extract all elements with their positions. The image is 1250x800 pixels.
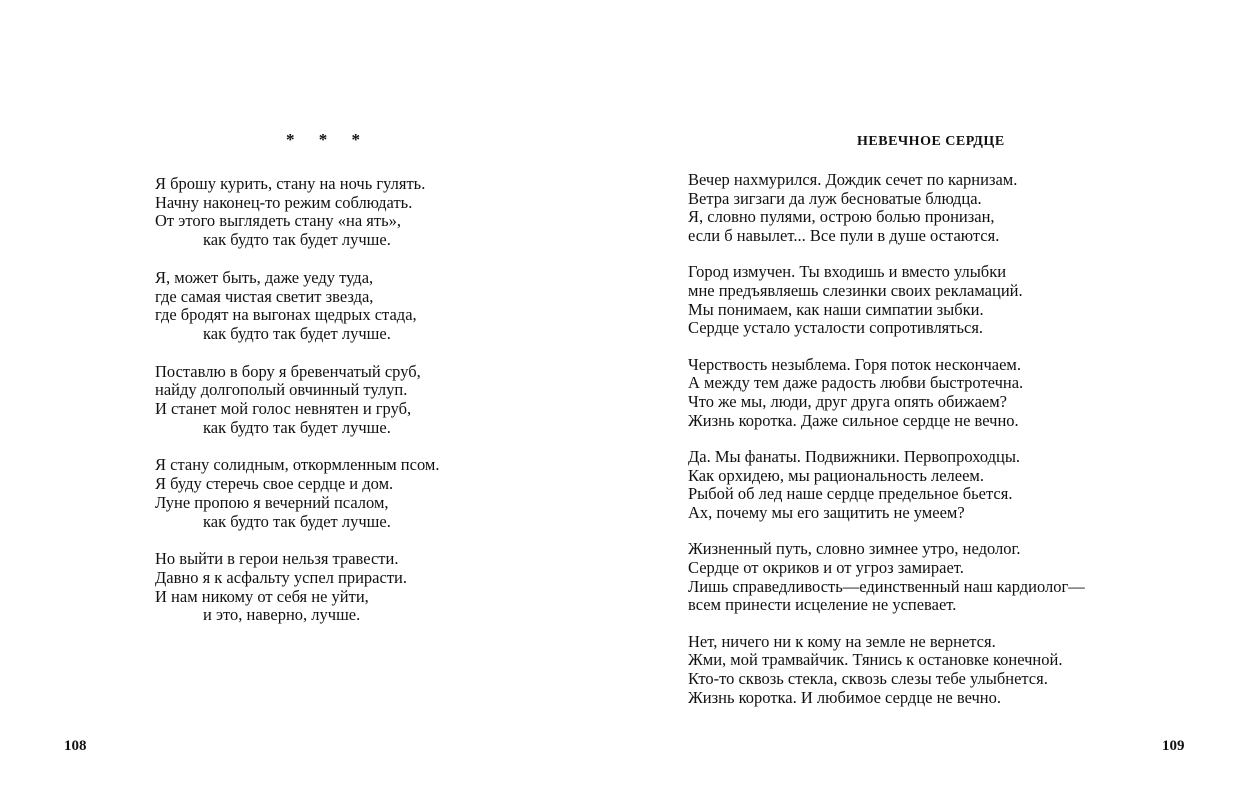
poem-line: Рыбой об лед наше сердце предельное бьется. xyxy=(688,484,1013,504)
poem-line: Давно я к асфальту успел прирасти. xyxy=(155,567,407,587)
left-stanza-1 xyxy=(155,175,439,250)
poem-line: Мы понимаем, как наши симпатии зыбки. xyxy=(688,299,984,319)
right-stanza-1 xyxy=(688,171,1085,246)
poem-line: Кто-то сквозь стекла, сквозь слезы тебе улыбнется. xyxy=(688,668,1048,688)
poem-line: Жми, мой трамвайчик. Тянись к остановке конечной. xyxy=(688,650,1063,670)
left-stanza-4 xyxy=(155,456,439,531)
poem-line: Как орхидею, мы рациональность лелеем. xyxy=(688,465,985,485)
right-stanza-6 xyxy=(688,633,1085,708)
poem-line: Луне пропою я вечерний псалом, xyxy=(155,492,389,512)
poem-line: всем принести исцеление не успевает. xyxy=(688,595,957,615)
right-stanza-5 xyxy=(688,540,1085,615)
poem-line: И нам никому от себя не уйти, xyxy=(155,586,369,606)
poem-line: Сердце устало усталости сопротивляться. xyxy=(688,318,984,338)
poem-line: Что же мы, люди, друг друга опять обижаем? xyxy=(688,392,1007,412)
poem-line: мне предъявляешь слезинки своих рекламаций. xyxy=(688,281,1023,301)
left-poem xyxy=(155,175,439,644)
poem-line: найду долгополый овчинный тулуп. xyxy=(155,380,408,400)
right-poem xyxy=(688,171,1085,725)
right-page-number: 109 xyxy=(1162,738,1185,754)
right-stanza-4 xyxy=(688,448,1085,523)
poem-line: Жизненный путь, словно зимнее утро, недолог. xyxy=(688,539,1021,559)
left-page-heading: * * * xyxy=(286,130,370,149)
poem-line: Я, может быть, даже уеду туда, xyxy=(155,267,374,287)
right-page xyxy=(625,0,1250,800)
poem-line: И станет мой голос невнятен и груб, xyxy=(155,399,412,419)
poem-refrain-line: как будто так будет лучше. xyxy=(203,323,391,343)
poem-line: Жизнь коротка. И любимое сердце не вечно. xyxy=(688,687,1001,707)
poem-line: Я буду стеречь свое сердце и дом. xyxy=(155,474,394,494)
poem-line: Но выйти в герои нельзя травести. xyxy=(155,549,399,569)
poem-line: Лишь справедливость—единственный наш кардиолог— xyxy=(688,576,1085,596)
poem-line: Вечер нахмурился. Дождик сечет по карнизам. xyxy=(688,170,1018,189)
poem-line: Нет, ничего ни к кому на земле не вернется. xyxy=(688,631,996,651)
left-page-number: 108 xyxy=(64,738,87,754)
left-stanza-3 xyxy=(155,363,439,438)
poem-line: От этого выглядеть стану «на ять», xyxy=(155,211,402,231)
poem-line: Черствость незыблема. Горя поток нескончаем. xyxy=(688,354,1021,374)
poem-line: Я, словно пулями, острою болью пронизан, xyxy=(688,207,995,227)
poem-line: Я брошу курить, стану на ночь гулять. xyxy=(155,174,426,193)
poem-refrain-line: как будто так будет лучше. xyxy=(203,511,391,531)
left-stanza-2 xyxy=(155,269,439,344)
poem-line: Сердце от окриков и от угроз замирает. xyxy=(688,557,964,577)
poem-line: где бродят на выгонах щедрых стада, xyxy=(155,305,417,325)
poem-line: Ах, почему мы его защитить не умеем? xyxy=(688,503,965,523)
poem-line: если б навылет... Все пули в душе остаются. xyxy=(688,226,1000,246)
right-stanza-2 xyxy=(688,263,1085,338)
poem-refrain-line: как будто так будет лучше. xyxy=(203,417,391,437)
poem-line: где самая чистая светит звезда, xyxy=(155,286,374,306)
poem-line: Да. Мы фанаты. Подвижники. Первопроходцы. xyxy=(688,446,1021,466)
poem-line: Начну наконец-то режим соблюдать. xyxy=(155,192,413,212)
right-stanza-3 xyxy=(688,356,1085,431)
poem-line: Ветра зигзаги да луж бесноватые блюдца. xyxy=(688,188,982,208)
poem-line: Я стану солидным, откормленным псом. xyxy=(155,455,440,475)
poem-line: Поставлю в бору я бревенчатый сруб, xyxy=(155,361,421,381)
poem-refrain-line: и это, наверно, лучше. xyxy=(203,605,361,625)
poem-refrain-line: как будто так будет лучше. xyxy=(203,230,391,250)
poem-line: Город измучен. Ты входишь и вместо улыбки xyxy=(688,262,1007,282)
poem-line: Жизнь коротка. Даже сильное сердце не вечно. xyxy=(688,410,1019,430)
right-page-title: НЕВЕЧНОЕ СЕРДЦЕ xyxy=(857,134,1005,149)
left-stanza-5 xyxy=(155,550,439,625)
poem-line: А между тем даже радость любви быстротечна. xyxy=(688,373,1024,393)
